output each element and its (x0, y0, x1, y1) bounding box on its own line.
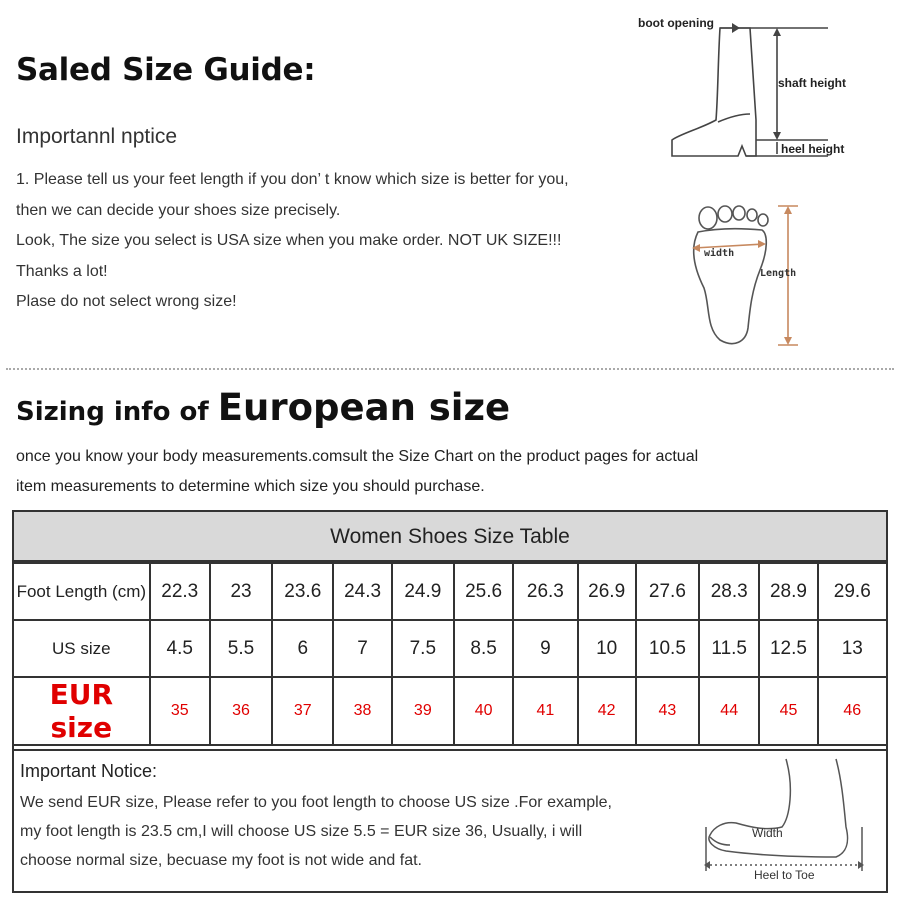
notice-subtitle: Importannl nptice (16, 125, 178, 148)
table-cell: 26.3 (513, 563, 577, 620)
table-cell: 6 (272, 620, 333, 677)
table-cell: 25.6 (454, 563, 513, 620)
row-label-us-size: US size (14, 620, 150, 677)
boot-opening-label: boot opening (638, 16, 714, 30)
sizing-heading-main: European size (217, 386, 511, 429)
table-cell: 23 (210, 563, 272, 620)
table-cell: 35 (150, 677, 210, 744)
table-row-us-size (14, 620, 886, 677)
size-table (12, 510, 888, 893)
size-table-title: Women Shoes Size Table (14, 512, 886, 562)
row-label-eur-size: EUR size (14, 677, 150, 744)
page-title: Saled Size Guide: (16, 52, 316, 88)
boot-diagram (632, 10, 872, 170)
table-cell: 24.9 (392, 563, 454, 620)
table-cell: 39 (392, 677, 454, 744)
important-notice (14, 749, 886, 891)
table-cell: 9 (513, 620, 577, 677)
table-cell: 10 (578, 620, 636, 677)
notice-line: Look, The size you select is USA size when you make order. NOT UK SIZE!!! (16, 232, 562, 249)
heel-height-label: heel height (781, 142, 845, 156)
table-cell: 7.5 (392, 620, 454, 677)
table-cell: 38 (333, 677, 391, 744)
section-divider (6, 368, 894, 370)
important-notice-line: my foot length is 23.5 cm,I will choose US size 5.5 = EUR size 36, Usually, i will (20, 823, 583, 840)
table-cell: 42 (578, 677, 636, 744)
sizing-description (16, 445, 698, 505)
table-cell: 22.3 (150, 563, 210, 620)
sizing-desc-line: once you know your body measurements.comsult the Size Chart on the product pages for actual (16, 448, 699, 465)
table-cell: 10.5 (636, 620, 699, 677)
size-table-grid (14, 562, 886, 744)
table-cell: 44 (699, 677, 759, 744)
notice-line: then we can decide your shoes size precisely. (16, 201, 341, 219)
table-cell: 24.3 (333, 563, 391, 620)
table-cell: 27.6 (636, 563, 699, 620)
table-cell: 11.5 (699, 620, 759, 677)
foot-diagram (680, 198, 830, 353)
table-cell: 7 (333, 620, 391, 677)
table-cell: 28.3 (699, 563, 759, 620)
table-cell: 26.9 (578, 563, 636, 620)
sizing-desc-line: item measurements to determine which size you should purchase. (16, 478, 485, 495)
sizing-heading-prefix: Sizing info of (16, 397, 218, 427)
table-cell: 46 (818, 677, 886, 744)
table-row-eur-size (14, 677, 886, 744)
table-cell: 29.6 (818, 563, 886, 620)
width-label: width (704, 248, 735, 259)
notice-line: 1. Please tell us your feet length if you don’ t know which size is better for you, (16, 171, 569, 188)
table-row-foot-length (14, 563, 886, 620)
important-notice-line: choose normal size, becuase my foot is not wide and fat. (20, 852, 422, 869)
shaft-height-label: shaft height (778, 76, 846, 90)
row-label-foot-length: Foot Length (cm) (14, 563, 150, 620)
table-cell: 41 (513, 677, 577, 744)
important-notice-lines (20, 791, 612, 878)
sizing-heading (16, 386, 510, 429)
table-cell: 43 (636, 677, 699, 744)
table-cell: 37 (272, 677, 333, 744)
length-label: Length (760, 268, 797, 279)
notice-line: Plase do not select wrong size! (16, 293, 237, 310)
table-cell: 40 (454, 677, 513, 744)
important-notice-line: We send EUR size, Please refer to you foot length to choose US size .For example, (20, 794, 612, 811)
table-cell: 8.5 (454, 620, 513, 677)
table-cell: 5.5 (210, 620, 272, 677)
heel-to-toe-label: Heel to Toe (754, 868, 815, 882)
table-cell: 36 (210, 677, 272, 744)
side-foot-diagram (686, 757, 886, 887)
table-cell: 45 (759, 677, 817, 744)
table-cell: 23.6 (272, 563, 333, 620)
table-cell: 12.5 (759, 620, 817, 677)
important-notice-title: Important Notice: (20, 761, 158, 781)
width-label: Width (752, 826, 783, 840)
notice-line: Thanks a lot! (16, 262, 108, 280)
table-cell: 4.5 (150, 620, 210, 677)
table-cell: 13 (818, 620, 886, 677)
table-cell: 28.9 (759, 563, 817, 620)
notice-lines (16, 168, 569, 321)
